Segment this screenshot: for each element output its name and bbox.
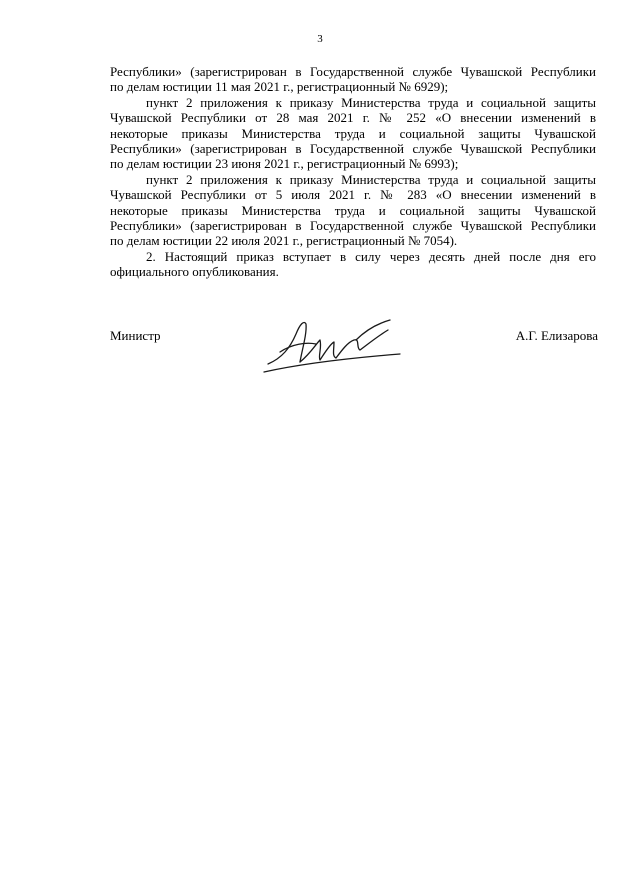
text-line: пункт 2 приложения к приказу Министерства труда и социальной защиты — [146, 171, 596, 187]
text-line: некоторые приказы Министерства труда и социальной защиты Чувашской — [110, 202, 596, 218]
text-line: по делам юстиции 23 июня 2021 г., регистрационный № 6993); — [110, 156, 459, 172]
handwritten-signature — [260, 314, 420, 376]
document-body — [110, 64, 596, 280]
text-line: пункт 2 приложения к приказу Министерства труда и социальной защиты — [146, 94, 596, 110]
signatory-title: Министр — [110, 328, 161, 343]
page-number: 3 — [317, 33, 323, 45]
text-line: некоторые приказы Министерства труда и социальной защиты Чувашской — [110, 125, 596, 141]
text-line: официального опубликования. — [110, 264, 279, 280]
paragraph-3 — [110, 172, 596, 249]
paragraph-2 — [110, 95, 596, 172]
paragraph-1 — [110, 64, 596, 95]
paragraph-4 — [110, 249, 596, 280]
text-line: Республики» (зарегистрирован в Государственной службе Чувашской Республики — [110, 64, 596, 79]
text-line: Республики» (зарегистрирован в Государственной службе Чувашской Республики — [110, 141, 596, 157]
text-line: 2. Настоящий приказ вступает в силу через десять дней после дня его — [146, 248, 596, 264]
signature-block — [110, 322, 598, 378]
signatory-name: А.Г. Елизарова — [515, 328, 598, 343]
text-line: Чувашской Республики от 5 июля 2021 г. № 283 «О внесении изменений в — [110, 187, 596, 203]
text-line: Чувашской Республики от 28 мая 2021 г. № 252 «О внесении изменений в — [110, 110, 596, 126]
text-line: по делам юстиции 11 мая 2021 г., регистрационный № 6929); — [110, 79, 449, 95]
text-line: по делам юстиции 22 июля 2021 г., регистрационный № 7054). — [110, 233, 458, 249]
text-line: Республики» (зарегистрирован в Государственной службе Чувашской Республики — [110, 218, 596, 234]
